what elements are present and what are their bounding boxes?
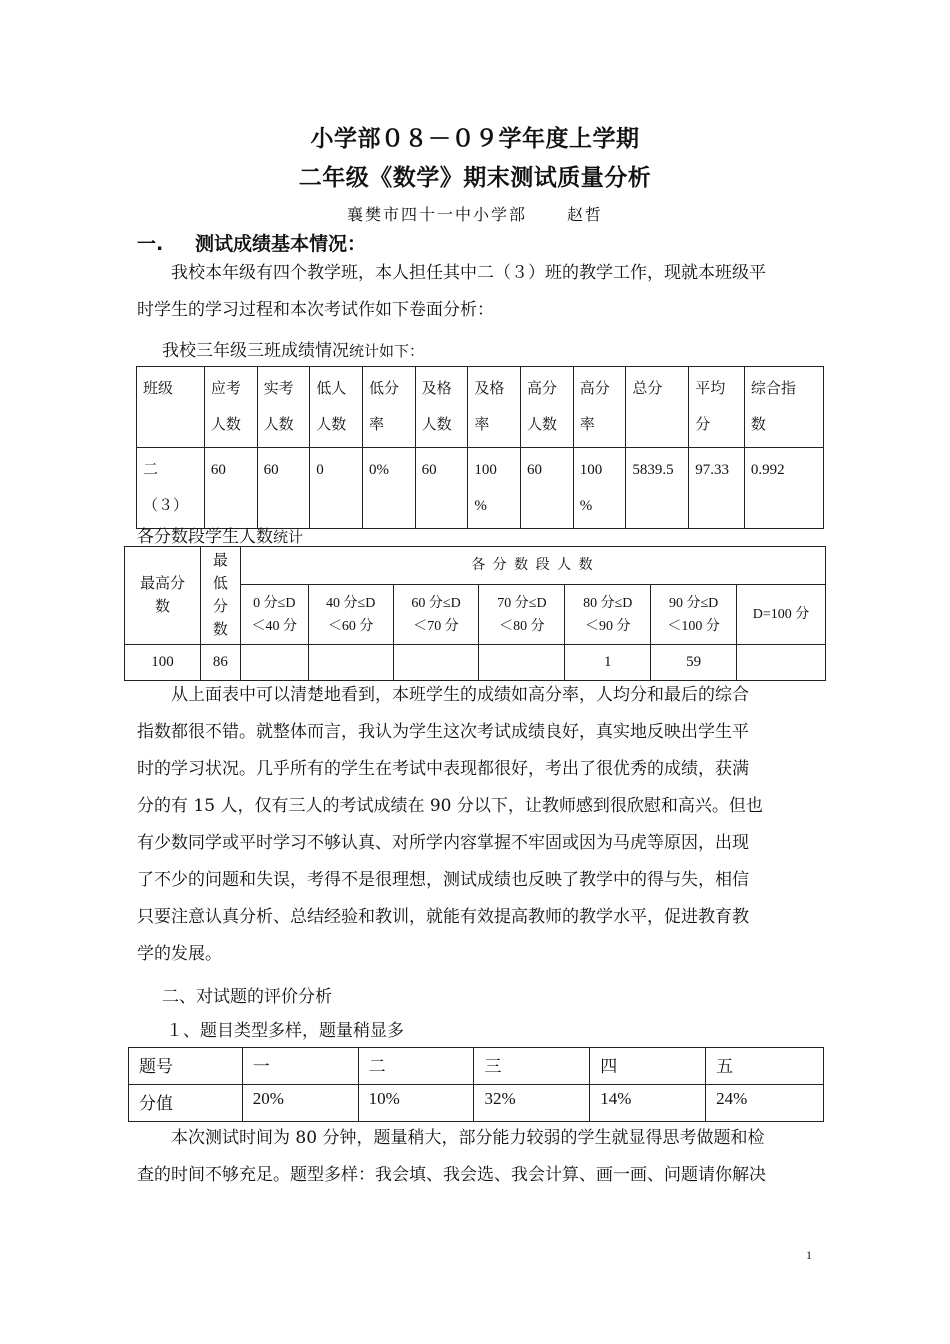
count-cell <box>737 645 826 681</box>
range-cell: 40 分≤D ＜60 分 <box>308 585 393 645</box>
analysis-paragraph <box>137 677 817 973</box>
header-cell: 应考 人数 <box>204 367 257 448</box>
range-cell: 90 分≤D ＜100 分 <box>651 585 737 645</box>
paragraph-line: 分的有 15 人，仅有三人的考试成绩在 90 分以下，让教师感到很欣慰和高兴。但也 <box>137 796 763 816</box>
author-line <box>0 202 950 225</box>
author-school: 襄樊市四十一中小学部 <box>346 205 527 224</box>
data-cell: 0 <box>310 448 363 529</box>
type-cell: 24% <box>706 1085 824 1122</box>
type-cell: 二 <box>358 1048 474 1085</box>
range-cell: 80 分≤D ＜90 分 <box>565 585 651 645</box>
intro-line: 我校本年级有四个教学班，本人担任其中二（３）班的教学工作，现就本班级平 <box>171 263 766 283</box>
range-cell: 60 分≤D ＜70 分 <box>393 585 479 645</box>
header-cell: 平均 分 <box>689 367 745 448</box>
count-cell: 59 <box>651 645 737 681</box>
score-table <box>136 366 824 529</box>
data-cell: 97.33 <box>689 448 745 529</box>
segment-table <box>124 546 826 681</box>
header-cell: 综合指 数 <box>744 367 823 448</box>
section1-heading <box>137 229 366 256</box>
paragraph-line: 学的发展。 <box>137 944 222 964</box>
data-cell: 二 （３） <box>137 448 205 529</box>
header-cell: 班级 <box>137 367 205 448</box>
data-cell: 5839.5 <box>626 448 689 529</box>
type-cell: 20% <box>242 1085 358 1122</box>
max-score-value: 100 <box>125 645 201 681</box>
question-type-table <box>128 1047 824 1122</box>
paragraph-line: 了不少的问题和失误，考得不是很理想，测试成绩也反映了教学中的得与失，相信 <box>137 870 749 890</box>
header-cell: 及格 人数 <box>415 367 468 448</box>
data-cell: 60 <box>257 448 310 529</box>
segment-group-header: 各 分 数 段 人 数 <box>240 547 825 585</box>
count-cell <box>240 645 308 681</box>
final-paragraph <box>137 1120 817 1194</box>
data-cell: 60 <box>521 448 574 529</box>
type-cell: 题号 <box>129 1048 243 1085</box>
caption-main: 我校三年级三班成绩情况 <box>162 341 349 361</box>
paragraph-line: 时的学习状况。几乎所有的学生在考试中表现都很好，考出了很优秀的成绩，获满 <box>137 759 749 779</box>
header-cell: 实考 人数 <box>257 367 310 448</box>
section1-number: 一. <box>137 233 164 255</box>
document-title-line1: 小学部０８－０９学年度上学期 <box>310 126 640 152</box>
paragraph-line: 指数都很不错。就整体而言，我认为学生这次考试成绩良好，真实地反映出学生平 <box>137 722 749 742</box>
caption-small: 统计如下： <box>349 342 425 360</box>
type-table-value-row <box>129 1085 824 1122</box>
range-cell: 70 分≤D ＜80 分 <box>479 585 565 645</box>
segment-table-caption <box>137 522 303 547</box>
range-cell: 0 分≤D ＜40 分 <box>240 585 308 645</box>
header-cell: 高分 人数 <box>521 367 574 448</box>
section1-intro <box>137 255 817 329</box>
author-name: 赵哲 <box>567 205 604 224</box>
data-cell: 100 % <box>573 448 626 529</box>
data-cell: 100 % <box>468 448 521 529</box>
page-number: 1 <box>806 1248 812 1262</box>
max-score-header: 最高分数 <box>125 547 201 645</box>
range-cell: D=100 分 <box>737 585 826 645</box>
count-cell <box>308 645 393 681</box>
paragraph-line: 查的时间不够充足。题型多样：我会填、我会选、我会计算、画一画、问题请你解决 <box>137 1165 766 1185</box>
type-cell: 四 <box>590 1048 706 1085</box>
section2-sub1: １、题目类型多样，题量稍显多 <box>166 1021 404 1041</box>
data-cell: 60 <box>204 448 257 529</box>
paragraph-line: 本次测试时间为 80 分钟，题量稍大，部分能力较弱的学生就显得思考做题和检 <box>171 1128 765 1148</box>
count-cell: 1 <box>565 645 651 681</box>
segment-table-group-row <box>125 547 826 585</box>
caption-main: 各分数段学生人数 <box>137 527 273 547</box>
section2-heading: 二、对试题的评价分析 <box>162 987 332 1007</box>
section1-title: 测试成绩基本情况： <box>195 233 367 255</box>
type-cell: 分值 <box>129 1085 243 1122</box>
score-table-data-row <box>137 448 824 529</box>
header-cell: 高分 率 <box>573 367 626 448</box>
header-cell: 总分 <box>626 367 689 448</box>
intro-line: 时学生的学习过程和本次考试作如下卷面分析： <box>137 300 494 320</box>
data-cell: 0% <box>362 448 415 529</box>
type-cell: 三 <box>474 1048 590 1085</box>
paragraph-line: 有少数同学或平时学习不够认真、对所学内容掌握不牢固或因为马虎等原因，出现 <box>137 833 749 853</box>
score-table-caption <box>162 336 424 361</box>
paragraph-line: 只要注意认真分析、总结经验和教训，就能有效提高教师的教学水平，促进教育教 <box>137 907 749 927</box>
min-score-header: 最 低 分 数 <box>200 547 240 645</box>
type-cell: 一 <box>242 1048 358 1085</box>
paragraph-line: 从上面表中可以清楚地看到，本班学生的成绩如高分率，人均分和最后的综合 <box>171 685 749 705</box>
document-title-line2: 二年级《数学》期末测试质量分析 <box>298 165 652 191</box>
header-cell: 及格 率 <box>468 367 521 448</box>
score-table-header-row <box>137 367 824 448</box>
type-cell: 32% <box>474 1085 590 1122</box>
header-cell: 低分 率 <box>362 367 415 448</box>
type-cell: 14% <box>590 1085 706 1122</box>
caption-small: 统计 <box>273 528 304 546</box>
header-cell: 低人 人数 <box>310 367 363 448</box>
data-cell: 60 <box>415 448 468 529</box>
type-cell: 10% <box>358 1085 474 1122</box>
count-cell <box>479 645 565 681</box>
type-cell: 五 <box>706 1048 824 1085</box>
min-score-value: 86 <box>200 645 240 681</box>
type-table-header-row <box>129 1048 824 1085</box>
count-cell <box>393 645 479 681</box>
segment-count-row <box>125 645 826 681</box>
data-cell: 0.992 <box>744 448 823 529</box>
